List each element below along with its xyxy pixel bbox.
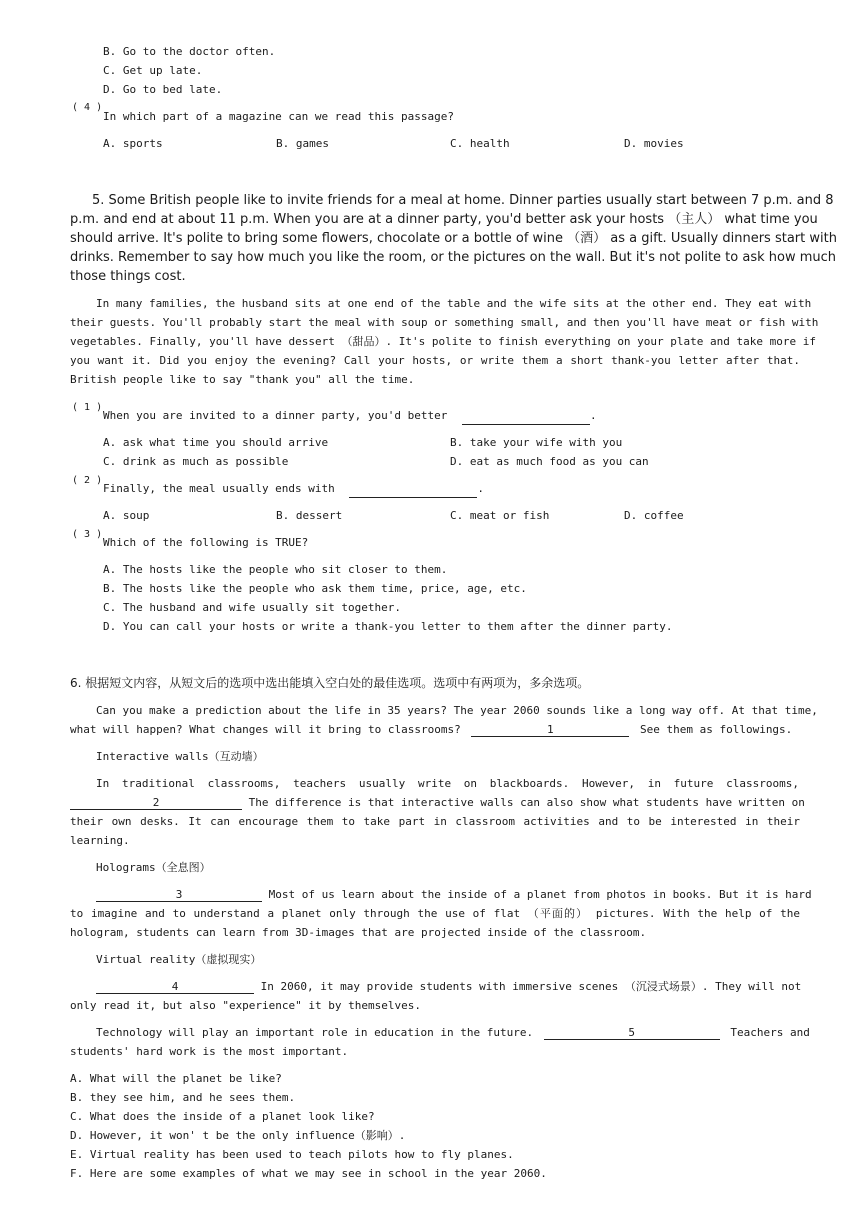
option-c: C. The husband and wife usually sit together.: [103, 601, 402, 614]
question-text: [103, 479, 484, 498]
period: .: [590, 409, 597, 422]
passage-text: The difference is that interactive walls can also show what students have written on: [248, 796, 805, 809]
passage-line: hologram, students can learn from 3D-images that are projected inside of the classroom.: [70, 926, 647, 939]
passage-line: learning.: [70, 834, 130, 847]
option-b: B. take your wife with you: [450, 436, 623, 449]
choice-a: A. What will the planet be like?: [70, 1072, 282, 1085]
blank-3[interactable]: 3: [96, 888, 262, 902]
passage-intro-line: p.m. and end at about 11 p.m. When you are at a dinner party, you'd better ask your hosts （主人） what time you: [70, 212, 818, 227]
choice-d: D. However, it won' t be the only influence（影响）.: [70, 1129, 406, 1142]
passage-intro-line: should arrive. It's polite to bring some flowers, chocolate or a bottle of wine （酒） as a gift. Usually dinners start with: [70, 231, 837, 246]
passage-body-line: In many families, the husband sits at one end of the table and the wife sits at the other end. They eat with: [96, 297, 812, 310]
choice-e: E. Virtual reality has been used to teach pilots how to fly planes.: [70, 1148, 514, 1161]
question-number: ( 3 ): [72, 529, 103, 540]
option-b: B. The hosts like the people who ask them time, price, age, etc.: [103, 582, 527, 595]
passage-text: Most of us learn about the inside of a planet from photos in books. But it is hard: [268, 888, 812, 901]
answer-blank[interactable]: [462, 411, 590, 425]
option-d: D. Go to bed late.: [103, 83, 223, 96]
passage-line: their own desks. It can encourage them to take part in classroom activities and to be interested in their: [70, 815, 800, 828]
question-number: ( 2 ): [72, 475, 103, 486]
option-d: D. movies: [624, 137, 684, 150]
option-c: C. health: [450, 137, 510, 150]
passage-text: Teachers and: [730, 1026, 810, 1039]
option-d: D. eat as much food as you can: [450, 455, 649, 468]
question-text: Which of the following is TRUE?: [103, 536, 309, 549]
subheading: Interactive walls（互动墙）: [96, 750, 264, 763]
option-d: D. You can call your hosts or write a thank-you letter to them after the dinner party.: [103, 620, 673, 633]
option-c: C. Get up late.: [103, 64, 203, 77]
question-stem: When you are invited to a dinner party, you'd better: [103, 409, 448, 422]
passage-line: only read it, but also "experience" it by themselves.: [70, 999, 421, 1012]
option-a: A. sports: [103, 137, 163, 150]
option-a: A. soup: [103, 509, 150, 522]
blank-1[interactable]: 1: [471, 723, 629, 737]
passage-body-line: vegetables. Finally, you'll have dessert （甜品）. It's polite to finish everything on your plate and take more if: [70, 335, 816, 348]
blank-5[interactable]: 5: [544, 1026, 720, 1040]
option-a: A. The hosts like the people who sit closer to them.: [103, 563, 448, 576]
period: .: [477, 482, 485, 495]
passage-line: to imagine and to understand a planet only through the use of flat （平面的） pictures. With the help of the: [70, 907, 800, 920]
question-number: ( 4 ): [72, 102, 103, 113]
question-text: [103, 406, 597, 425]
subheading: Virtual reality（虚拟现实）: [96, 953, 262, 966]
question-text: In which part of a magazine can we read this passage?: [103, 110, 454, 123]
option-d: D. coffee: [624, 509, 684, 522]
passage-intro-line: those things cost.: [70, 269, 186, 284]
passage-text: Technology will play an important role in education in the future.: [96, 1026, 534, 1039]
passage-text: In 2060, it may provide students with immersive scenes （沉浸式场景）. They will not: [260, 980, 802, 993]
passage-line: [96, 885, 812, 904]
option-b: B. dessert: [276, 509, 343, 522]
passage-line: Can you make a prediction about the life in 35 years? The year 2060 sounds like a long way off. At that time,: [96, 704, 818, 717]
choice-f: F. Here are some examples of what we may see in school in the year 2060.: [70, 1167, 547, 1180]
passage-line: [70, 720, 800, 739]
choice-c: C. What does the inside of a planet look like?: [70, 1110, 375, 1123]
passage-intro-line: 5. Some British people like to invite friends for a meal at home. Dinner parties usually start between 7 p.m. and 8: [92, 193, 834, 208]
passage-line: [96, 1023, 810, 1042]
choice-b: B. they see him, and he sees them.: [70, 1091, 296, 1104]
option-a: A. ask what time you should arrive: [103, 436, 329, 449]
option-c: C. meat or fish: [450, 509, 550, 522]
question-stem: Finally, the meal usually ends with: [103, 482, 335, 495]
subheading: Holograms（全息图）: [96, 861, 211, 874]
option-b: B. games: [276, 137, 329, 150]
answer-blank[interactable]: [349, 484, 477, 498]
option-c: C. drink as much as possible: [103, 455, 289, 468]
passage-line: students' hard work is the most important.: [70, 1045, 349, 1058]
passage-body-line: their guests. You'll probably start the meal with soup or something small, and then you'll have meat or fish with: [70, 316, 819, 329]
passage-body-line: British people like to say "thank you" all the time.: [70, 373, 415, 386]
passage-line: [96, 977, 802, 996]
passage-body-line: you want it. Did you enjoy the evening? Call your hosts, or write them a short thank-you letter after that.: [70, 354, 800, 367]
blank-2[interactable]: 2: [70, 796, 242, 810]
passage-text: what will happen? What changes will it bring to classrooms?: [70, 723, 461, 736]
option-b: B. Go to the doctor often.: [103, 45, 276, 58]
passage-text: See them as followings.: [639, 723, 793, 736]
section-title: 6. 根据短文内容，从短文后的选项中选出能填入空白处的最佳选项。选项中有两项为，多余选项。: [70, 676, 590, 690]
passage-line: In traditional classrooms, teachers usually write on blackboards. However, in future classrooms,: [96, 777, 799, 790]
question-number: ( 1 ): [72, 402, 103, 413]
passage-line: [70, 793, 805, 812]
blank-4[interactable]: 4: [96, 980, 254, 994]
passage-intro-line: drinks. Remember to say how much you like the room, or the pictures on the wall. But it's not polite to ask how much: [70, 250, 837, 265]
